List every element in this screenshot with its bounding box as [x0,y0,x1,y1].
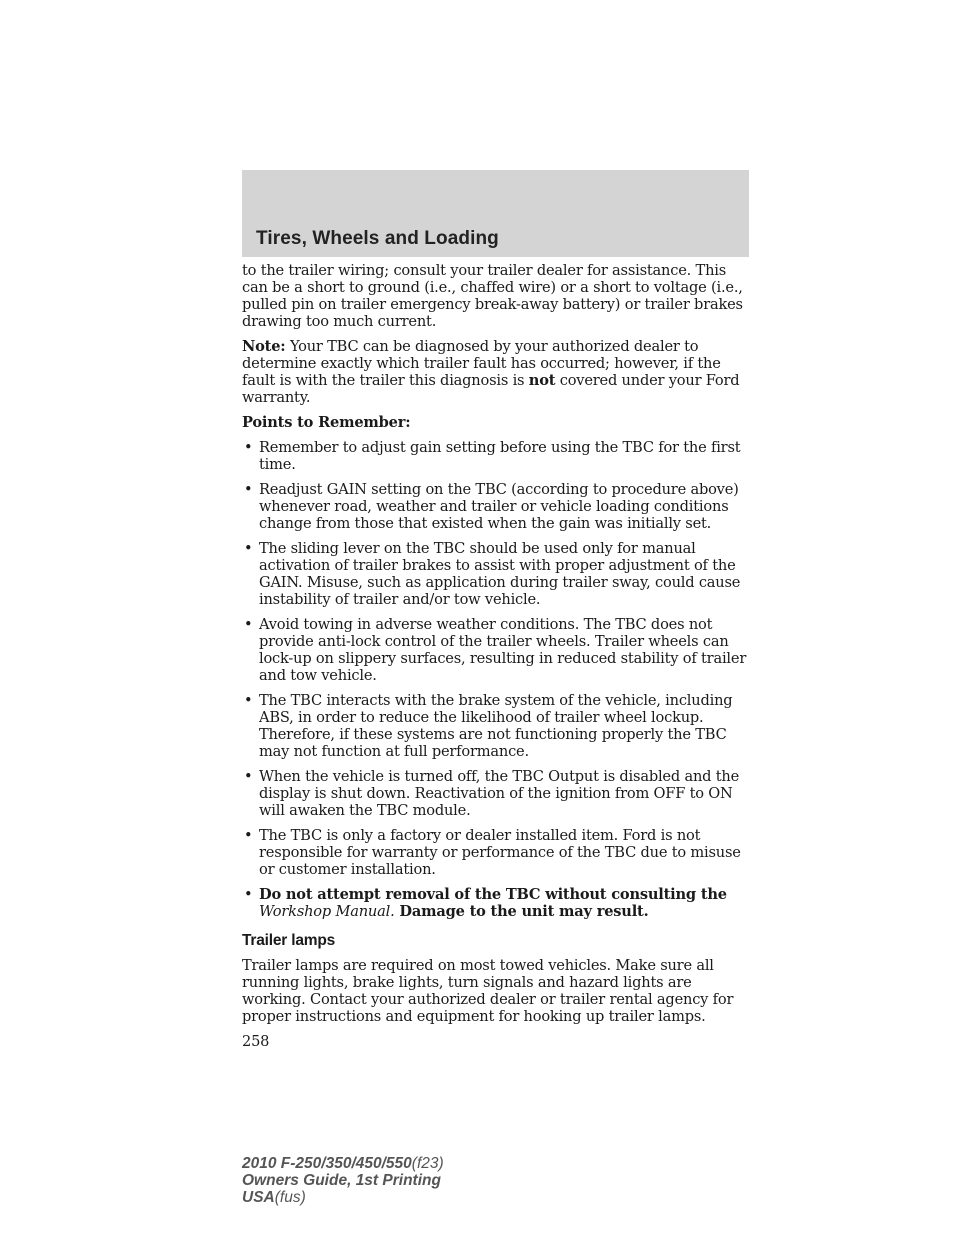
bullet-icon: • [244,481,253,498]
workshop-manual-reference: Workshop Manual. [259,903,395,920]
list-item: • The sliding lever on the TBC should be used only for manual activation of trailer brakes to assist with proper adjustment of the GAIN. Misuse, such as application during trailer sway, could cause instability of trailer and/or tow vehicle. [244,540,741,608]
page-number: 258 [242,1033,270,1050]
page-content [242,262,752,1050]
note-text-after: covered under your Ford warranty. [242,372,740,406]
list-item: • Remember to adjust gain setting before using the TBC for the first time. [244,439,741,473]
print-footer [242,1155,444,1206]
note-text-before: Your TBC can be diagnosed by your authorized dealer to determine exactly which trailer fault has occurred; however, if the fault is with the trailer this diagnosis is [242,338,721,389]
points-heading: Points to Remember: [242,414,411,431]
bullet-icon: • [244,540,253,557]
list-item: • The TBC interacts with the brake system of the vehicle, including ABS, in order to reduce the likelihood of trailer wheel lockup. Therefore, if these systems are not functioning properly the TBC may not function at full performance. [244,692,733,760]
footer-line-model: 2010 F-250/350/450/550(f23) [242,1155,444,1172]
bullet-icon: • [244,439,253,456]
list-item: • When the vehicle is turned off, the TBC Output is disabled and the display is shut down. Reactivation of the ignition from OFF to ON will awaken the TBC module. [244,768,740,819]
footer-line-market: USA(fus) [242,1189,306,1206]
bullet-icon: • [244,616,253,633]
points-list [242,439,752,920]
bullet-icon: • [244,886,253,903]
warning-list-item: • Do not attempt removal of the TBC without consulting the Workshop Manual. Damage to the unit may result. [244,886,727,920]
note-emphasis: not [528,372,556,389]
note-label: Note: [242,338,286,355]
section-header-band [242,170,749,257]
list-item: • The TBC is only a factory or dealer installed item. Ford is not responsible for warranty or performance of the TBC due to misuse or customer installation. [244,827,741,878]
bullet-icon: • [244,827,253,844]
section-title: Tires, Wheels and Loading [256,228,499,249]
trailer-lamps-heading: Trailer lamps [242,932,336,949]
intro-paragraph: to the trailer wiring; consult your trailer dealer for assistance. This can be a short to ground (i.e., chaffed wire) or a short to voltage (i.e., pulled pin on trailer emergency break-away battery) or trailer brakes drawing too much current. [242,262,743,330]
list-item: • Avoid towing in adverse weather conditions. The TBC does not provide anti-lock control of the trailer wheels. Trailer wheels can lock-up on slippery surfaces, resulting in reduced stability of trailer and tow vehicle. [244,616,747,684]
footer-line-edition: Owners Guide, 1st Printing [242,1172,441,1189]
list-item: • Readjust GAIN setting on the TBC (according to procedure above) whenever road, weather and trailer or vehicle loading conditions change from those that existed when the gain was initially set. [244,481,739,532]
note-paragraph [242,338,752,406]
bullet-icon: • [244,692,253,709]
trailer-lamps-paragraph: Trailer lamps are required on most towed vehicles. Make sure all running lights, brake lights, turn signals and hazard lights are working. Contact your authorized dealer or trailer rental agency for proper instructions and equipment for hooking up trailer lamps. [242,957,734,1025]
bullet-icon: • [244,768,253,785]
